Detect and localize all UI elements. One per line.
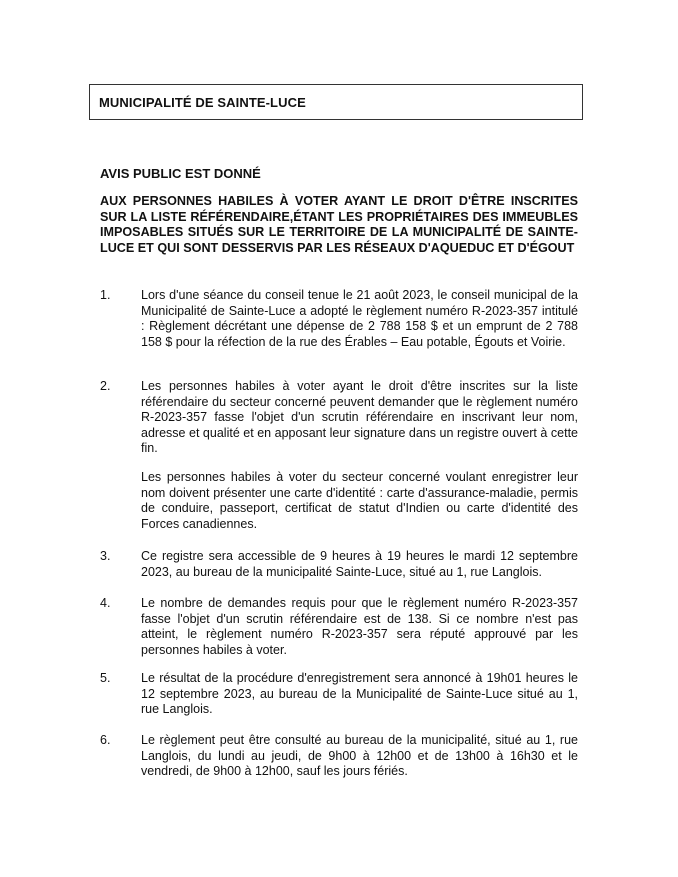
notice-heading: AVIS PUBLIC EST DONNÉ <box>100 166 261 181</box>
item-number: 4. <box>100 596 111 610</box>
municipality-header-box <box>89 84 583 120</box>
notice-intro: AUX PERSONNES HABILES À VOTER AYANT LE DROIT D'ÊTRE INSCRITES SUR LA LISTE RÉFÉRENDAIRE,ÉTANT LES PROPRIÉTAIRES DES IMMEUBLES IMPOSABLES SITUÉS SUR LE TERRITOIRE DE LA MUNICIPALITÉ DE SAINTE-LUCE ET QUI SONT DESSERVIS PAR LES RÉSEAUX D'AQUEDUC ET D'ÉGOUT <box>100 194 578 255</box>
item-number: 3. <box>100 549 111 563</box>
item-number: 5. <box>100 671 111 685</box>
identity-paragraph: Les personnes habiles à voter du secteur concerné voulant enregistrer leur nom doivent présenter une carte d'identité : carte d'assurance-maladie, permis de conduire, passeport, certificat de statut d'Indien ou carte d'identité des Forces canadiennes. <box>141 470 578 531</box>
municipality-name: MUNICIPALITÉ DE SAINTE-LUCE <box>99 95 306 110</box>
item-text: Lors d'une séance du conseil tenue le 21 août 2023, le conseil municipal de la Municipalité de Sainte-Luce a adopté le règlement numéro R-2023-357 intitulé : Règlement décrétant une dépense de 2 788 158 $ et un emprunt de 2 788 158 $ pour la réfection de la rue des Érables – Eau potable, Égouts et Voirie. <box>141 288 578 349</box>
item-text: Ce registre sera accessible de 9 heures à 19 heures le mardi 12 septembre 2023, au bureau de la municipalité Sainte-Luce, situé au 1, rue Langlois. <box>141 549 578 579</box>
item-text: Le résultat de la procédure d'enregistrement sera annoncé à 19h01 heures le 12 septembre 2023, au bureau de la Municipalité de Sainte-Luce situé au 1, rue Langlois. <box>141 671 578 717</box>
item-number: 2. <box>100 379 111 393</box>
item-number: 1. <box>100 288 111 302</box>
item-number: 6. <box>100 733 111 747</box>
item-text: Le nombre de demandes requis pour que le règlement numéro R-2023-357 fasse l'objet d'un scrutin référendaire est de 138. Si ce nombre n'est pas atteint, le règlement numéro R-2023-357 sera réputé approuvé par les personnes habiles à voter. <box>141 596 578 657</box>
item-text: Les personnes habiles à voter ayant le droit d'être inscrites sur la liste référendaire du secteur concerné peuvent demander que le règlement numéro R-2023-357 fasse l'objet d'un scrutin référendaire en inscrivant leur nom, adresse et qualité et en apposant leur signature dans un registre ouvert à cette fin. <box>141 379 578 456</box>
item-text: Le règlement peut être consulté au bureau de la municipalité, situé au 1, rue Langlois, du lundi au jeudi, de 9h00 à 12h00 et de 13h00 à 16h30 et le vendredi, de 9h00 à 12h00, sauf les jours fériés. <box>141 733 578 779</box>
